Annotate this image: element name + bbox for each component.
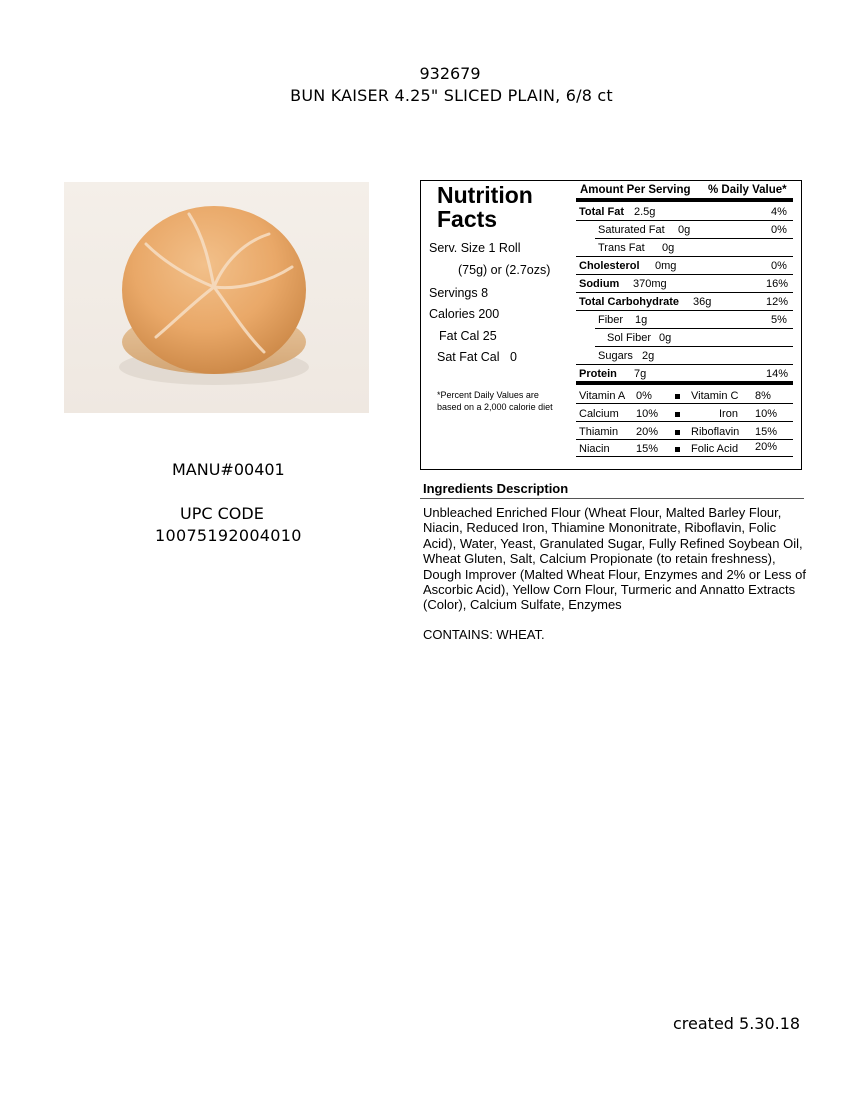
bullet-icon (675, 394, 680, 399)
ingredients-rule (420, 498, 804, 499)
upc-label: UPC CODE (180, 504, 264, 523)
sugars-label: Sugars (598, 350, 633, 362)
fat-calories: Fat Cal 25 (439, 329, 497, 343)
total-carbohydrate-dv: 12% (766, 296, 789, 308)
bullet-icon (675, 412, 680, 417)
row-rule (576, 403, 793, 404)
ingredients-header: Ingredients Description (423, 481, 569, 496)
row-rule (595, 346, 793, 347)
created-date: created 5.30.18 (673, 1014, 801, 1033)
manufacturer-number: MANU#00401 (172, 460, 285, 479)
sat-fat-calories: Sat Fat Cal 0 (437, 350, 517, 364)
daily-value-footnote (437, 389, 553, 413)
saturated-fat-label: Saturated Fat (598, 224, 665, 236)
ingredients-text: Unbleached Enriched Flour (Wheat Flour, Malted Barley Flour, Niacin, Reduced Iron, Thiamine Mononitrate, Riboflavin, Folic Acid), Water, Yeast, Granulated Sugar, Fully Refined Soybean Oil, Wheat Gluten, Salt, Calcium Propionate (to retain freshness), Dough Improver (Malted Wheat Flour, Enzymes and 2% or Less of Ascorbic Acid), Yellow Corn Flour, Turmeric and Annatto Extracts (Color), Calcium Sulfate, Enzymes (423, 505, 806, 613)
protein-label: Protein (579, 368, 617, 380)
bullet-icon (675, 447, 680, 452)
protein-rule (576, 381, 793, 385)
sol-fiber-amount: 0g (659, 332, 672, 344)
row-rule (576, 310, 793, 311)
sol-fiber-label: Sol Fiber (607, 332, 652, 344)
serving-weight: (75g) or (2.7ozs) (458, 263, 551, 277)
riboflavin-value: 15% (755, 426, 778, 438)
thiamin-value: 20% (636, 426, 659, 438)
cholesterol-dv: 0% (771, 260, 787, 272)
sodium-amount: 370mg (633, 278, 667, 290)
row-rule (576, 456, 793, 457)
vitamin-a-label: Vitamin A (579, 390, 626, 402)
total-fat-amount: 2.5g (634, 206, 656, 218)
row-rule (595, 238, 793, 239)
fiber-amount: 1g (635, 314, 648, 326)
serving-size: Serv. Size 1 Roll (429, 241, 521, 255)
header-rule (576, 198, 793, 202)
upc-value: 10075192004010 (155, 526, 302, 545)
trans-fat-label: Trans Fat (598, 242, 645, 254)
sodium-label: Sodium (579, 278, 620, 290)
saturated-fat-amount: 0g (678, 224, 691, 236)
amount-per-serving-header: Amount Per Serving (580, 184, 691, 196)
row-rule (576, 421, 793, 422)
calories: Calories 200 (429, 307, 500, 321)
footnote-line-2: based on a 2,000 calorie diet (437, 402, 553, 412)
niacin-label: Niacin (579, 443, 610, 455)
row-rule (576, 439, 793, 440)
sodium-dv: 16% (766, 278, 789, 290)
row-rule (576, 274, 793, 275)
saturated-fat-dv: 0% (771, 224, 787, 236)
allergen-statement: CONTAINS: WHEAT. (423, 627, 545, 642)
vitamin-c-value: 8% (755, 390, 771, 402)
trans-fat-amount: 0g (662, 242, 675, 254)
iron-label: Iron (719, 408, 738, 420)
vitamin-c-label: Vitamin C (691, 390, 739, 402)
calcium-label: Calcium (579, 408, 619, 420)
bullet-icon (675, 430, 680, 435)
calcium-value: 10% (636, 408, 659, 420)
total-carbohydrate-label: Total Carbohydrate (579, 296, 680, 308)
product-title: BUN KAISER 4.25" SLICED PLAIN, 6/8 ct (290, 86, 613, 105)
footnote-line-1: *Percent Daily Values are (437, 390, 539, 400)
total-carbohydrate-amount: 36g (693, 296, 712, 308)
niacin-value: 15% (636, 443, 659, 455)
row-rule (576, 292, 793, 293)
nutrition-title-line1: Nutrition (437, 182, 533, 208)
nutrition-title-line2: Facts (437, 206, 498, 232)
protein-dv: 14% (766, 368, 789, 380)
fiber-label: Fiber (598, 314, 624, 326)
product-photo (64, 182, 369, 413)
nutrition-facts-title (437, 183, 533, 231)
kaiser-bun-image (64, 182, 369, 413)
riboflavin-label: Riboflavin (691, 426, 740, 438)
total-fat-dv: 4% (771, 206, 787, 218)
sugars-amount: 2g (642, 350, 655, 362)
servings-per-container: Servings 8 (429, 286, 489, 300)
iron-value: 10% (755, 408, 778, 420)
row-rule (576, 256, 793, 257)
daily-value-header: % Daily Value* (708, 184, 787, 196)
row-rule (576, 364, 793, 365)
thiamin-label: Thiamin (579, 426, 619, 438)
fiber-dv: 5% (771, 314, 787, 326)
protein-amount: 7g (634, 368, 647, 380)
cholesterol-label: Cholesterol (579, 260, 640, 272)
folic-acid-label: Folic Acid (691, 443, 739, 455)
vitamin-a-value: 0% (636, 390, 652, 402)
item-number: 932679 (419, 64, 481, 83)
folic-acid-value: 20% (755, 441, 778, 453)
total-fat-label: Total Fat (579, 206, 625, 218)
row-rule (576, 220, 793, 221)
row-rule (595, 328, 793, 329)
cholesterol-amount: 0mg (655, 260, 677, 272)
